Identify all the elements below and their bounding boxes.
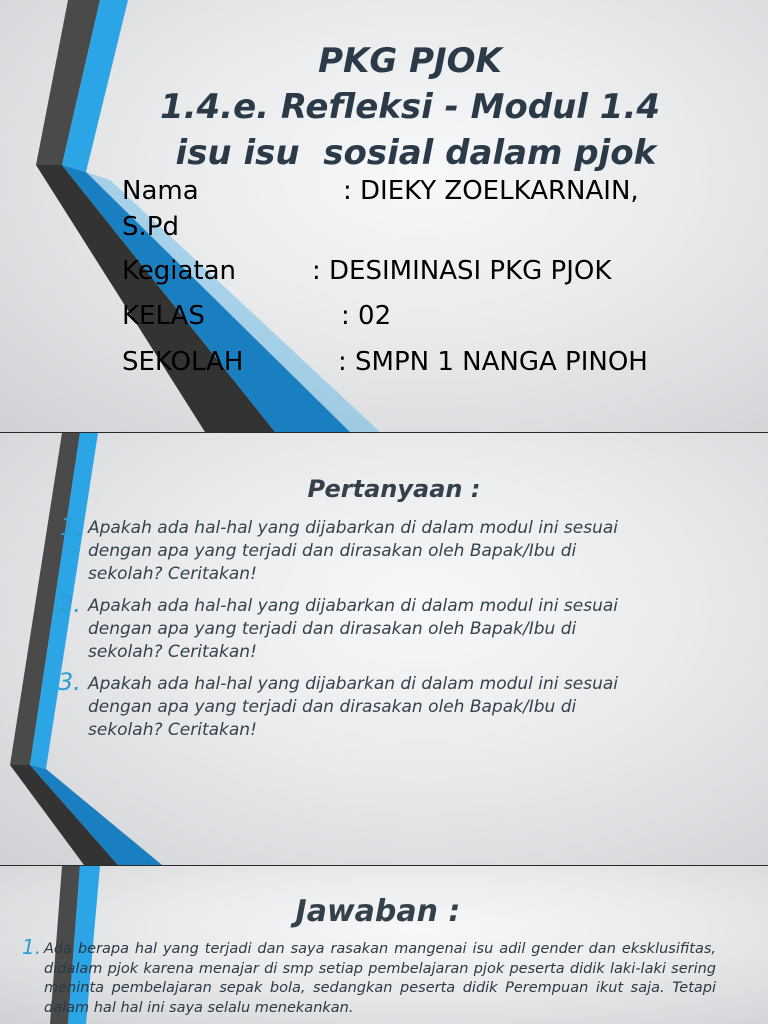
question-line: sekolah? Ceritakan!: [88, 720, 257, 740]
info-nama-value-cont: S.Pd: [122, 212, 179, 242]
question-line: sekolah? Ceritakan!: [88, 564, 257, 584]
slide-answers: [0, 866, 768, 1024]
info-nama-value: : DIEKY ZOELKARNAIN,: [343, 176, 639, 206]
question-number: 3.: [58, 668, 81, 696]
title-line-1: PKG PJOK: [318, 41, 502, 81]
title-line-2: 1.4.e. Refleksi - Modul 1.4: [159, 87, 661, 127]
slide-title: [0, 0, 768, 432]
question-line: Apakah ada hal-hal yang dijabarkan di dalam modul ini sesuai: [88, 674, 619, 694]
question-line: dengan apa yang terjadi dan dirasakan oleh Bapak/Ibu di: [88, 697, 577, 717]
question-number: 1.: [60, 513, 83, 541]
info-nama-label: Nama: [122, 176, 199, 206]
info-kegiatan-label: Kegiatan: [122, 256, 237, 286]
slide-questions: [0, 433, 768, 865]
slide-title-heading: [110, 38, 710, 176]
question-line: Apakah ada hal-hal yang dijabarkan di dalam modul ini sesuai: [88, 518, 619, 538]
info-kegiatan-value: : DESIMINASI PKG PJOK: [312, 256, 612, 286]
info-sekolah-value: : SMPN 1 NANGA PINOH: [338, 347, 648, 377]
info-sekolah-label: SEKOLAH: [122, 347, 244, 377]
question-line: dengan apa yang terjadi dan dirasakan oleh Bapak/Ibu di: [88, 619, 577, 639]
question-line: sekolah? Ceritakan!: [88, 642, 257, 662]
question-item-1: [88, 517, 618, 586]
info-kelas-value: : 02: [341, 301, 392, 331]
answer-text: Ada berapa hal yang terjadi dan saya rasakan mangenai isu adil gender dan eksklusifitas, didalam pjok karena menajar di smp setiap pembelajaran pjok peserta didik laki-laki sering meninta pembelajaran sepak bola, sedangkan peserta didik Perempuan ikut saja. Tetapi dalam hal hal ini saya selalu menekankan.: [44, 941, 716, 1016]
question-number: 2.: [58, 590, 81, 618]
answer-number: 1.: [22, 935, 42, 959]
question-line: dengan apa yang terjadi dan dirasakan oleh Bapak/Ibu di: [88, 541, 577, 561]
question-item-2: [88, 595, 618, 664]
questions-heading: Pertanyaan :: [307, 475, 481, 503]
question-line: Apakah ada hal-hal yang dijabarkan di dalam modul ini sesuai: [88, 596, 619, 616]
info-kelas-label: KELAS: [122, 301, 205, 331]
title-line-3: isu isu sosial dalam pjok: [163, 133, 657, 173]
question-item-3: [88, 673, 618, 742]
answers-heading: Jawaban :: [295, 894, 461, 929]
